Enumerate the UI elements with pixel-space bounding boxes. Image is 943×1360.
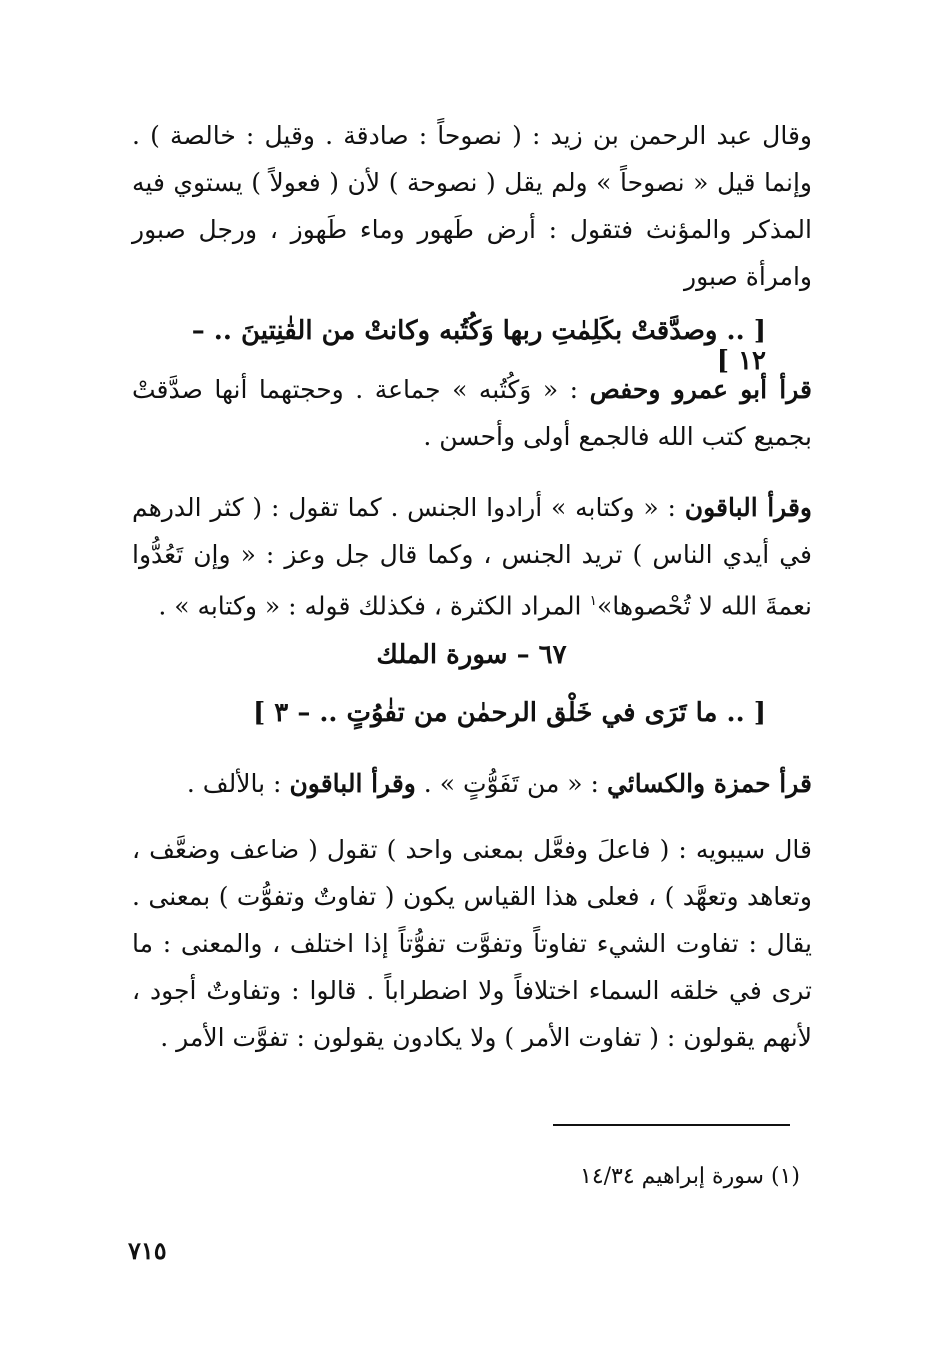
paragraph-nasuh-meaning: وقال عبد الرحمن بن زيد : ( نصوحاً : صادقة . وقيل : خالصة ) . وإنما قيل « نصوحاً » ولم يقل ( نصوحة ) لأن ( فعولاً ) يستوي فيه المذكر والمؤنث فتقول : أرض طَهور وماء طَهوز ، ورجل صبور وامرأة صبور	[132, 121, 812, 291]
footnote-marker: ١	[589, 593, 597, 609]
paragraph-reading-kutubihi	[132, 366, 812, 460]
paragraph-reading-tafawut	[132, 760, 812, 807]
reader-names: قرأ حمزة والكسائي	[606, 769, 812, 798]
quran-verse-tahrim-12: [ .. وصدَّقتْ بكَلِمٰتِ ربها وَكُتُبه وكانتْ من القٰنِتينَ .. – ١٢ ]	[191, 316, 766, 376]
surah-heading: ٦٧ – سورة الملك	[376, 640, 567, 670]
paragraph-reading-kitabihi	[132, 484, 812, 629]
footnote-divider	[553, 1124, 790, 1126]
paragraph-text: : « من تَفَوُّتٍ » .	[415, 769, 607, 798]
footnote: (١) سورة إبراهيم ١٤/٣٤	[580, 1164, 800, 1189]
reader-names: وقرأ الباقون	[684, 493, 813, 522]
reader-names: قرأ أبو عمرو وحفص	[589, 375, 812, 404]
paragraph-sibawayh: قال سيبويه : ( فاعلَ وفعَّل بمعنى واحد ) تقول ( ضاعف وضعَّف ، وتعاهد وتعهَّد ) ، فعلى هذا القياس يكون ( تفاوتٌ وتفوُّت ) بمعنى . يقال : تفاوت الشيء تفاوتاً وتفوَّت تفوُّتاً إذا اختلف ، والمعنى : ما ترى في خلقه السماء اختلافاً ولا اضطراباً . قالوا : وتفاوتٌ أجود ، لأنهم يقولون : ( تفاوت الأمر ) ولا يكادون يقولون : تفوَّت الأمر .	[132, 835, 812, 1052]
reader-names: وقرأ الباقون	[289, 769, 416, 798]
paragraph-text: : « وَكُتُبه » جماعة . وحجتهما أنها صدَّقتْ بجميع كتب الله فالجمع أولى وأحسن .	[132, 375, 812, 451]
paragraph-text: المراد الكثرة ، فكذلك قوله : « وكتابه » .	[158, 591, 590, 621]
quran-verse-mulk-3: [ .. ما تَرَى في خَلْق الرحمٰن من تفٰوُتٍ .. – ٣ ]	[252, 698, 766, 728]
paragraph-text: : « وكتابه » أرادوا الجنس . كما تقول : ( كثر الدرهم في أيدي الناس ) تريد الجنس ، وكما قال جل وعز : « وإن تَعُدُّوا نعمةَ الله لا تُحْصوها»	[132, 493, 812, 621]
page-number: ٧١٥	[128, 1236, 167, 1265]
paragraph-text: : بالألف .	[186, 769, 290, 798]
